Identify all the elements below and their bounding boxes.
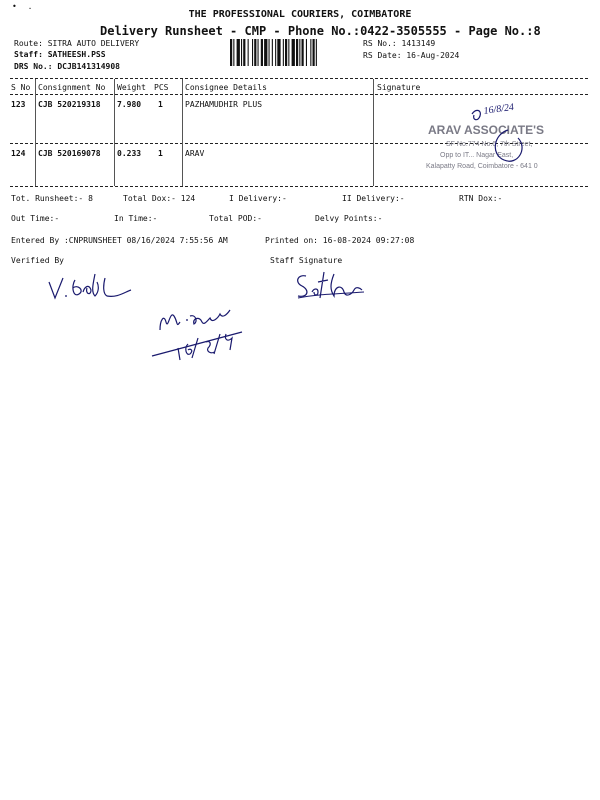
total-dox: Total Dox:- 124 (123, 194, 196, 203)
col-header-consignee: Consignee Details (185, 83, 267, 92)
row-consignment: CJB 520169078 (38, 149, 101, 158)
scan-marks: • . (12, 2, 36, 11)
row-sno: 123 (11, 100, 26, 109)
verifier-signature (45, 268, 135, 306)
row-consignee: ARAV (185, 149, 205, 158)
stamp-name: ARAV ASSOCIATE'S (428, 123, 544, 137)
row-weight: 0.233 (117, 149, 142, 158)
i-delivery: I Delivery:- (229, 194, 287, 203)
route-label: Route: SITRA AUTO DELIVERY (14, 39, 140, 48)
stamp-line3: Kalapatty Road, Coimbatore - 641 0 (426, 163, 538, 170)
row-sno: 124 (11, 149, 26, 158)
table-header-rule (10, 94, 588, 95)
staff-signature (290, 268, 370, 306)
col-header-consignment: Consignment No (38, 83, 106, 92)
table-top-rule (10, 78, 588, 79)
in-time: In Time:- (114, 214, 158, 223)
company-title: THE PROFESSIONAL COURIERS, COIMBATORE (188, 9, 412, 20)
entered-by: Entered By :CNPRUNSHEET 08/16/2024 7:55:56 AM (11, 236, 228, 245)
runsheet-subtitle: Delivery Runsheet - CMP - Phone No.:0422-3505555 - Page No.:8 (100, 24, 541, 38)
printed-on: Printed on: 16-08-2024 09:27:08 (265, 236, 415, 245)
stamp-line1: SF No.774 No.6, 7th Street, (446, 141, 533, 148)
row-weight: 7.980 (117, 100, 142, 109)
receiver-signature (150, 290, 250, 365)
drs-number: DRS No.: DCJB141314908 (14, 62, 120, 71)
col-header-signature: Signature (377, 83, 421, 92)
total-runsheet: Tot. Runsheet:- 8 (11, 194, 93, 203)
col-header-pcs: PCS (154, 83, 169, 92)
stamp-date: 16/8/24 (482, 101, 515, 117)
rs-number: RS No.: 1413149 (363, 39, 436, 48)
col-divider (373, 79, 374, 186)
verified-by-label: Verified By (11, 256, 64, 265)
staff-label: Staff: SATHEESH.PSS (14, 50, 106, 59)
total-pod: Total POD:- (209, 214, 262, 223)
company-stamp (420, 100, 580, 186)
row-consignment: CJB 520219318 (38, 100, 101, 109)
delvy-points: Delvy Points:- (315, 214, 383, 223)
staff-signature-label: Staff Signature (270, 256, 343, 265)
col-divider (35, 79, 36, 186)
rs-date: RS Date: 16-Aug-2024 (363, 51, 460, 60)
col-divider (182, 79, 183, 186)
rtn-dox: RTN Dox:- (459, 194, 503, 203)
row-pcs: 1 (158, 100, 163, 109)
table-bottom-rule (10, 186, 588, 187)
out-time: Out Time:- (11, 214, 60, 223)
stamp-line2: Opp to IT... Nagar East, (440, 152, 514, 159)
row-pcs: 1 (158, 149, 163, 158)
row-consignee: PAZHAMUDHIR PLUS (185, 100, 263, 109)
barcode (230, 39, 355, 66)
col-header-sno: S No (11, 83, 31, 92)
col-divider (114, 79, 115, 186)
col-header-weight: Weight (117, 83, 146, 92)
ii-delivery: II Delivery:- (342, 194, 405, 203)
